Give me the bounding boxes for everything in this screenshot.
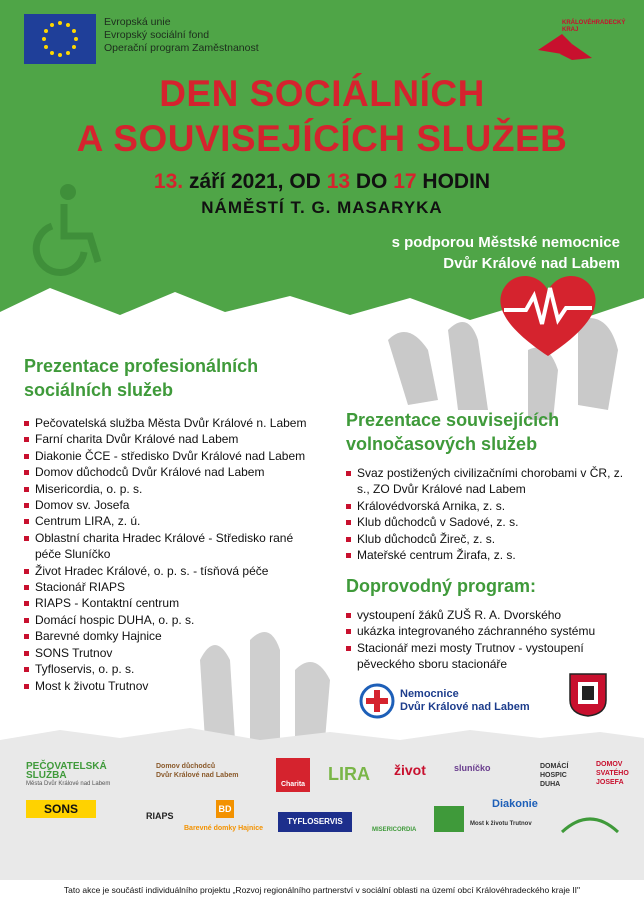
list-item: Centrum LIRA, z. ú. bbox=[24, 513, 319, 529]
section1-title-line2: sociálních služeb bbox=[24, 380, 174, 400]
eu-flag bbox=[24, 14, 96, 64]
date-month-year: září 2021, OD bbox=[183, 170, 327, 193]
footer-text: Tato akce je součástí individuálního projektu „Rozvoj regionálního partnerství v sociální oblasti na území obcí Královéhradeckého kraje II" bbox=[63, 885, 581, 895]
list-item: vystoupení žáků ZUŠ R. A. Dvorského bbox=[346, 607, 636, 623]
logo-pecovatelska-title: PEČOVATELSKÁ SLUŽBA bbox=[26, 761, 107, 781]
logo-riaps: RIAPS bbox=[146, 811, 174, 821]
list-item: Královédvorská Arnika, z. s. bbox=[346, 498, 636, 514]
logo-most-icon bbox=[434, 806, 464, 832]
date-to: 17 bbox=[393, 170, 417, 193]
logo-diakonie: Diakonie bbox=[492, 798, 538, 810]
section2-title bbox=[346, 408, 636, 456]
list-item: Domov sv. Josefa bbox=[24, 497, 319, 513]
list-item: Tyfloservis, o. p. s. bbox=[24, 661, 319, 677]
list-item: Klub důchodců Žireč, z. s. bbox=[346, 531, 636, 547]
event-place: NÁMĚSTÍ T. G. MASARYKA bbox=[201, 198, 443, 217]
logo-josefa-line1: DOMOV bbox=[596, 761, 623, 768]
logo-pecovatelska-sub: Města Dvůr Králové nad Labem bbox=[26, 781, 111, 787]
logo-hospic-line1: DOMÁCÍ bbox=[540, 763, 569, 770]
logo-most: Most k životu Trutnov bbox=[470, 821, 532, 827]
list-item: RIAPS - Kontaktní centrum bbox=[24, 595, 319, 611]
logo-charita bbox=[276, 758, 310, 792]
logo-domov-duchodcu-line2: Dvůr Králové nad Labem bbox=[156, 772, 239, 779]
list-item: Misericordia, o. p. s. bbox=[24, 481, 319, 497]
list-item: Klub důchodců v Sadové, z. s. bbox=[346, 514, 636, 530]
list-item: Domácí hospic DUHA, o. p. s. bbox=[24, 612, 319, 628]
logo-hospic-duha bbox=[540, 762, 568, 789]
list-item: Pečovatelská služba Města Dvůr Králové n. Labem bbox=[24, 415, 319, 431]
list-item: Mateřské centrum Žirafa, z. s. bbox=[346, 547, 636, 563]
heart-icon bbox=[496, 268, 600, 360]
title-line1: DEN SOCIÁLNÍCH bbox=[159, 73, 485, 114]
logo-tyfloservis: TYFLOSERVIS bbox=[278, 812, 352, 832]
list-item: Barevné domky Hajnice bbox=[24, 628, 319, 644]
logo-domov-sv-josefa bbox=[596, 760, 629, 787]
logo-hospic-line3: DUHA bbox=[540, 781, 561, 788]
logo-domov-duchodcu bbox=[156, 762, 266, 780]
logo-slunicko: sluníčko bbox=[454, 763, 491, 773]
section1-title-line1: Prezentace profesionálních bbox=[24, 356, 259, 376]
date-end: HODIN bbox=[416, 170, 491, 193]
hospital-line1: Nemocnice bbox=[400, 688, 459, 700]
section3-list bbox=[346, 607, 636, 673]
logo-zivot: život bbox=[394, 762, 426, 778]
date-day: 13. bbox=[153, 170, 184, 193]
list-item: Život Hradec Králové, o. p. s. - tísňová péče bbox=[24, 563, 319, 579]
support-line1: s podporou Městské nemocnice bbox=[391, 234, 620, 251]
eu-line1: Evropská unie bbox=[104, 16, 171, 28]
kraj-label: KRÁLOVÉHRADECKÝ KRAJ bbox=[562, 20, 626, 33]
list-item: Domov důchodců Dvůr Králové nad Labem bbox=[24, 464, 319, 480]
list-item: Most k životu Trutnov bbox=[24, 678, 319, 694]
coat-of-arms-icon bbox=[568, 672, 608, 718]
list-item: Stacionář mezi mosty Trutnov - vystoupení pěveckého sboru stacionáře bbox=[346, 640, 636, 673]
logo-charita-text: Charita bbox=[280, 781, 306, 788]
logo-hospic-line2: HOSPIC bbox=[540, 772, 567, 779]
list-item: Farní charita Dvůr Králové nad Labem bbox=[24, 431, 319, 447]
list-item: Oblastní charita Hradec Králové - Středisko rané péče Sluníčko bbox=[24, 530, 319, 563]
hospital-line2: Dvůr Králové nad Labem bbox=[400, 701, 530, 713]
section1-title bbox=[24, 354, 324, 402]
logo-misericordia: MISERICORDIA bbox=[372, 827, 417, 833]
logo-sons: SONS bbox=[26, 800, 96, 818]
list-item: Stacionář RIAPS bbox=[24, 579, 319, 595]
eu-line3: Operační program Zaměstnanost bbox=[104, 42, 259, 54]
section2-title-line2: volnočasových služeb bbox=[346, 434, 538, 454]
event-date bbox=[0, 170, 644, 194]
partner-logos-band bbox=[0, 740, 644, 880]
list-item: ukázka integrovaného záchranného systému bbox=[346, 623, 636, 639]
logo-stacionar-icon bbox=[558, 810, 622, 836]
hospital-text bbox=[400, 688, 530, 714]
title-line2: A SOUVISEJÍCÍCH SLUŽEB bbox=[76, 118, 568, 159]
list-item: SONS Trutnov bbox=[24, 645, 319, 661]
section2-list bbox=[346, 465, 636, 563]
logo-josefa-line2: SVATÉHO bbox=[596, 770, 629, 777]
logo-domov-duchodcu-line1: Domov důchodců bbox=[156, 763, 216, 770]
section2-title-line1: Prezentace souvisejících bbox=[346, 410, 560, 430]
eu-line2: Evropský sociální fond bbox=[104, 29, 210, 41]
date-from: 13 bbox=[326, 170, 351, 193]
date-mid: DO bbox=[350, 170, 394, 193]
bottom-hands-illustration bbox=[180, 600, 350, 740]
logo-bd: BD bbox=[216, 800, 234, 818]
logo-lira: LIRA bbox=[328, 764, 370, 784]
section3-title: Doprovodný program: bbox=[346, 576, 537, 596]
logo-josefa-line3: JOSEFA bbox=[596, 779, 624, 786]
eu-text bbox=[104, 16, 259, 55]
support-line2: Dvůr Králové nad Labem bbox=[443, 255, 620, 272]
logo-pecovatelska bbox=[26, 762, 146, 789]
list-item: Diakonie ČCE - středisko Dvůr Králové nad Labem bbox=[24, 448, 319, 464]
list-item: Svaz postižených civilizačními chorobami v ČR, z. s., ZO Dvůr Králové nad Labem bbox=[346, 465, 636, 498]
logo-barevne-domky: Barevné domky Hajnice bbox=[184, 825, 263, 832]
